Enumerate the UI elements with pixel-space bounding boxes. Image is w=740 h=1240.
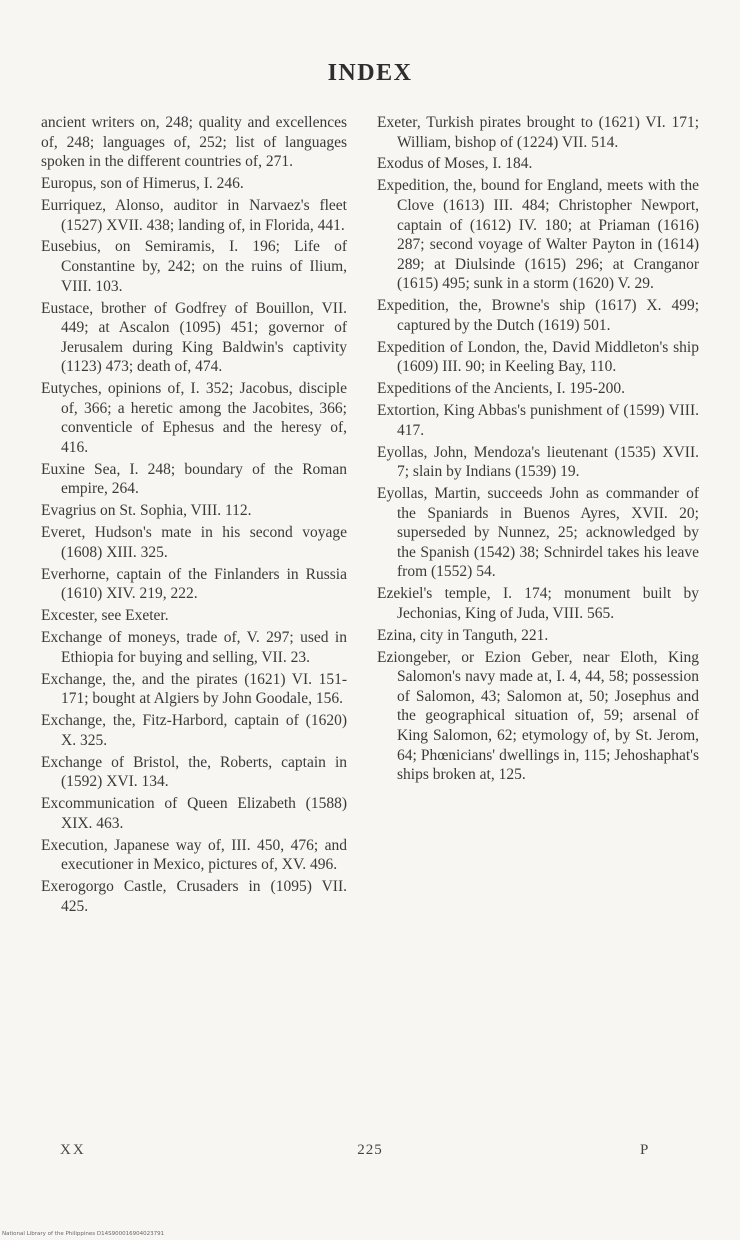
index-entry: Exchange of moneys, trade of, V. 297; used in Ethiopia for buying and selling, VII. 23. xyxy=(41,629,347,666)
index-entry: Everhorne, captain of the Finlanders in Russia (1610) XIV. 219, 222. xyxy=(41,565,347,603)
index-entry: Eusebius, on Semiramis, I. 196; Life of Constantine by, 242; on the ruins of Ilium, VIII. 103. xyxy=(41,238,347,295)
scan-credit: National Library of the Philippines D14S900016904023791 xyxy=(2,1231,165,1237)
page-title: INDEX xyxy=(327,60,413,86)
index-entry: Extortion, King Abbas's punishment of (1599) VIII. 417. xyxy=(377,402,699,439)
index-entry: Expedition, the, bound for England, meets with the Clove (1613) III. 484; Christopher Newport, captain of (1612) IV. 180; at Priaman (1616) 287; second voyage of Walter Payton in (1614) 289; at Diulsinde (1615) 296; at Cranganor (1615) 495; sunk in a storm (1620) V. 29. xyxy=(377,177,699,293)
signature-mark: P xyxy=(640,1142,649,1158)
index-entry: Exerogorgo Castle, Crusaders in (1095) VII. 425. xyxy=(41,878,347,915)
index-entry: Exchange, the, and the pirates (1621) VI. 151-171; bought at Algiers by John Goodale, 156. xyxy=(41,670,347,708)
index-entry: Excester, see Exeter. xyxy=(41,607,169,625)
index-entry: Exchange of Bristol, the, Roberts, captain in (1592) XVI. 134. xyxy=(41,753,347,791)
index-entry: Excommunication of Queen Elizabeth (1588) XIX. 463. xyxy=(41,795,347,832)
index-entry: Everet, Hudson's mate in his second voyage (1608) XIII. 325. xyxy=(41,524,347,561)
index-entry: Europus, son of Himerus, I. 246. xyxy=(41,175,244,193)
index-entry: Expedition of London, the, David Middleton's ship (1609) III. 90; in Keeling Bay, 110. xyxy=(377,338,699,376)
index-entry: Expedition, the, Browne's ship (1617) X. 499; captured by the Dutch (1619) 501. xyxy=(377,297,699,334)
index-entry: Ezekiel's temple, I. 174; monument built by Jechonias, King of Juda, VIII. 565. xyxy=(377,585,699,622)
index-entry: Expeditions of the Ancients, I. 195-200. xyxy=(377,380,625,398)
index-entry: Eziongeber, or Ezion Geber, near Eloth, King Salomon's navy made at, I. 4, 44, 58; possession of Salomon, 43; Salomon at, 50; Josephus and the geographical situation of, 59; arsenal of King Salomon, 62; etymology of, by St. Jerom, 64; Phœnicians' dwellings in, 115; Jehoshaphat's ships broken at, 125. xyxy=(377,648,699,784)
index-column-left xyxy=(41,113,347,919)
index-entry: Eurriquez, Alonso, auditor in Narvaez's fleet (1527) XVII. 438; landing of, in Florida, 441. xyxy=(41,196,347,234)
index-entry: Eyollas, Martin, succeeds John as commander of the Spaniards in Buenos Ayres, XVII. 20; superseded by Nunnez, 25; acknowledged by the Spanish (1542) 38; Schnirdel takes his leave from (1552) 54. xyxy=(377,485,699,581)
index-entry: Evagrius on St. Sophia, VIII. 112. xyxy=(41,502,252,520)
page-number: 225 xyxy=(357,1142,383,1158)
index-entry: Eyollas, John, Mendoza's lieutenant (1535) XVII. 7; slain by Indians (1539) 19. xyxy=(377,443,699,481)
index-entry: ancient writers on, 248; quality and excellences of, 248; languages of, 252; list of languages spoken in the different countries of, 271. xyxy=(41,114,347,171)
index-entry: Ezina, city in Tanguth, 221. xyxy=(377,626,549,644)
index-entry: Eutyches, opinions of, I. 352; Jacobus, disciple of, 366; a heretic among the Jacobites, 366; conventicle of Ephesus and the heresy of, 416. xyxy=(41,380,347,456)
index-column-right xyxy=(377,113,699,787)
index-entry: Euxine Sea, I. 248; boundary of the Roman empire, 264. xyxy=(41,460,347,498)
page-footer xyxy=(0,1142,740,1166)
index-entry: Exchange, the, Fitz-Harbord, captain of (1620) X. 325. xyxy=(41,712,347,749)
index-entry: Eustace, brother of Godfrey of Bouillon, VII. 449; at Ascalon (1095) 451; governor of Jerusalem during King Baldwin's captivity (1123) 473; death of, 474. xyxy=(41,299,347,376)
signature-label: XX xyxy=(60,1142,86,1158)
index-entry: Execution, Japanese way of, III. 450, 476; and executioner in Mexico, pictures of, XV. 496. xyxy=(41,836,347,874)
index-entry: Exeter, Turkish pirates brought to (1621) VI. 171; William, bishop of (1224) VII. 514. xyxy=(377,114,699,151)
index-entry: Exodus of Moses, I. 184. xyxy=(377,155,533,173)
